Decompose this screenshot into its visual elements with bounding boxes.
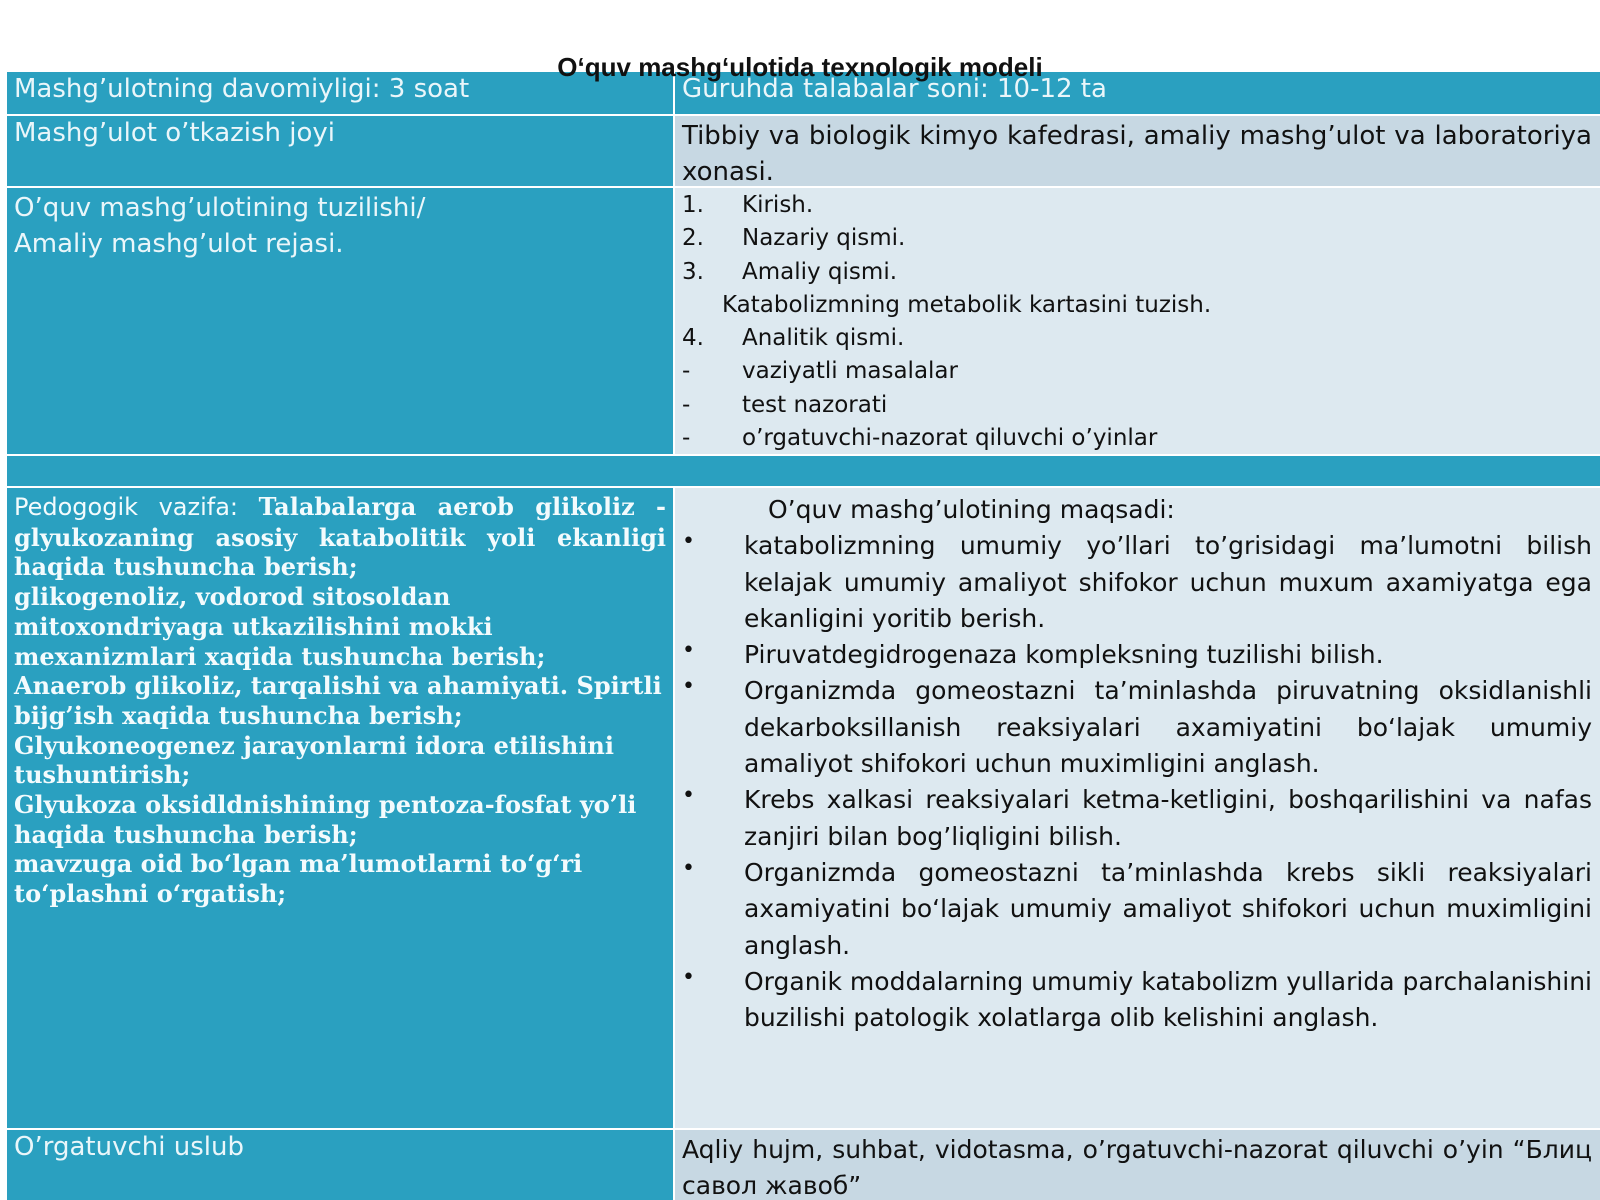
- plan-item: - test nazorati: [682, 391, 888, 418]
- plan-item: 4. Analitik qismi.: [682, 325, 905, 352]
- goal-item: • Organizmda gomeostazni ta’minlashda krebs sikli reaksiyalari axamiyatini bo‘lajak umumiy amaliyot shifokori uchun muximligini anglash.: [682, 855, 1592, 964]
- goals-cell: [675, 488, 1600, 1128]
- goal-item: • Piruvatdegidrogenaza kompleksning tuzilishi bilish.: [682, 637, 1592, 673]
- structure-label-line-1: O’quv mashg’ulotining tuzilishi/: [14, 193, 426, 223]
- plan-item: 1. Kirish.: [682, 192, 814, 218]
- bullet-icon: •: [682, 855, 695, 881]
- bullet-icon: •: [682, 964, 695, 990]
- goal-item: • katabolizmning umumiy yo’llari to’grisidagi ma’lumotni bilish kelajak umumiy amaliyot shifokor uchun muxum axamiyatga ega ekanligini yoritib berish.: [682, 528, 1592, 637]
- plan-item: 2. Nazariy qismi.: [682, 225, 906, 252]
- goal-item: • Krebs xalkasi reaksiyalari ketma-ketligini, boshqarilishini va nafas zanjiri bilan bog’liqligini bilish.: [682, 782, 1592, 855]
- pedagogic-task: Pedogogik vazifa: Talabalarga aerob glikoliz - glyukozaning asosiy katabolitik yoli ekanligi haqida tushuncha berish;: [14, 492, 666, 582]
- group-size-cell: Guruhda talabalar soni: 10-12 ta: [675, 72, 1600, 114]
- pedagogic-task: glikogenoliz, vodorod sitosoldan mitoxondriyaga utkazilishini mokki mexanizmlari xaqida tushuncha berish;: [14, 582, 546, 671]
- bullet-icon: •: [682, 783, 695, 809]
- bullet-icon: •: [682, 638, 695, 664]
- spacer-row: [7, 456, 1600, 486]
- venue-label-cell: Mashg’ulot o’tkazish joyi: [7, 116, 673, 186]
- plan-item: - vaziyatli masalalar: [682, 358, 958, 385]
- method-value-cell: Aqliy hujm, suhbat, vidotasma, o’rgatuvchi-nazorat qiluvchi o’yin “Блиц савол жавоб”: [675, 1130, 1600, 1200]
- goal-item: • Organizmda gomeostazni ta’minlashda piruvatning oksidlanishli dekarboksillanish reaksiyalari axamiyatini bo‘lajak umumiy amaliyot shifokori uchun muximligini anglash.: [682, 673, 1592, 782]
- pedagogic-task: Anaerob glikoliz, tarqalishi va ahamiyati. Spirtli bijg’ish xaqida tushuncha berish;: [14, 671, 662, 730]
- pedagogic-task: Glyukoza oksidldnishining pentoza-fosfat yo’li haqida tushuncha berish;: [14, 790, 637, 849]
- pedagogic-task: mavzuga oid bo‘lgan ma’lumotlarni to‘g‘ri to‘plashni o‘rgatish;: [14, 849, 583, 909]
- plan-item: - o’rgatuvchi-nazorat qiluvchi o’yinlar: [682, 425, 1158, 452]
- method-label-cell: O’rgatuvchi uslub: [7, 1130, 673, 1200]
- goal-item: • Organik moddalarning umumiy katabolizm yullarida parchalanishini buzilishi patologik xolatlarga olib kelishini anglash.: [682, 964, 1592, 1037]
- bullet-icon: •: [682, 674, 695, 700]
- page-title: O‘quv mashg‘ulotida texnologik modeli: [557, 52, 1043, 82]
- plan-subitem: Katabolizmning metabolik kartasini tuzish.: [722, 291, 1212, 318]
- plan-cell: [675, 188, 1600, 454]
- structure-label-line-2: Amaliy mashg’ulot rejasi.: [14, 229, 344, 259]
- pedagogic-task-lead: Pedogogik vazifa:: [14, 493, 259, 521]
- pedagogic-task: Glyukoneogenez jarayonlarni idora etilishini tushuntirish;: [14, 730, 614, 790]
- venue-value-cell: Tibbiy va biologik kimyo kafedrasi, amaliy mashg’ulot va laboratoriya xonasi.: [675, 116, 1600, 186]
- goals-heading: O’quv mashg’ulotining maqsadi:: [768, 495, 1175, 524]
- duration-cell: Mashg’ulotning davomiyligi: 3 soat: [7, 72, 673, 114]
- structure-label-cell: [7, 188, 673, 454]
- bullet-icon: •: [682, 529, 695, 555]
- pedagogic-task-cell: [7, 488, 673, 1128]
- plan-item: 3. Amaliy qismi.: [682, 258, 898, 285]
